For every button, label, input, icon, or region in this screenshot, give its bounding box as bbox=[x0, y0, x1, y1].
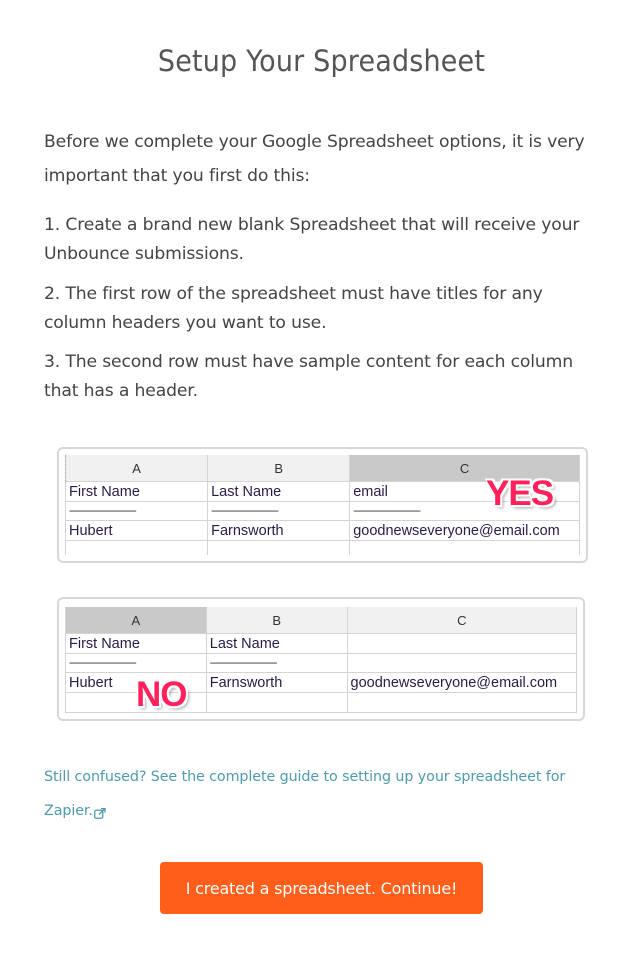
table-row bbox=[66, 634, 577, 654]
guide-link-text: Still confused? See the complete guide to setting up your spreadsheet for Zapier. bbox=[44, 769, 566, 819]
cell: --------------------------- bbox=[350, 502, 580, 521]
cell: First Name bbox=[66, 634, 207, 654]
cell: --------------------------- bbox=[208, 502, 350, 521]
cell: --------------------------- bbox=[66, 502, 208, 521]
page-title: Setup Your Spreadsheet bbox=[157, 44, 486, 78]
spreadsheet-guide-link[interactable] bbox=[44, 760, 604, 832]
column-header-c: C bbox=[347, 607, 576, 634]
external-link-icon bbox=[94, 798, 106, 832]
column-header-b: B bbox=[206, 607, 347, 634]
cell: email bbox=[350, 482, 580, 502]
cell: Farnsworth bbox=[206, 673, 347, 693]
cell bbox=[350, 541, 580, 556]
cell: First Name bbox=[66, 482, 208, 502]
cell bbox=[347, 634, 576, 654]
table-row bbox=[66, 521, 580, 541]
cell: Last Name bbox=[206, 634, 347, 654]
cell bbox=[206, 693, 347, 713]
cell: goodnewseveryone@email.com bbox=[350, 521, 580, 541]
no-badge: NO bbox=[136, 675, 187, 714]
cell: Farnsworth bbox=[208, 521, 350, 541]
cell: --------------------------- bbox=[206, 654, 347, 673]
yes-badge: YES bbox=[486, 474, 554, 513]
step-1-text: 1. Create a brand new blank Spreadsheet that will receive your Unbounce submissions. bbox=[44, 215, 580, 264]
cell: Hubert bbox=[66, 673, 207, 693]
cell bbox=[66, 541, 208, 556]
cell bbox=[347, 693, 576, 713]
intro-text: Before we complete your Google Spreadsheet options, it is very important that you first do this: bbox=[44, 132, 585, 186]
row-header-edge bbox=[65, 455, 68, 483]
column-header-b: B bbox=[208, 455, 350, 482]
cell bbox=[208, 541, 350, 556]
step-3-text: 3. The second row must have sample content for each column that has a header. bbox=[44, 352, 574, 401]
table-row bbox=[66, 541, 580, 556]
cell: goodnewseveryone@email.com bbox=[347, 673, 576, 693]
column-header-a: A bbox=[66, 455, 208, 482]
column-header-c-selected: C bbox=[350, 455, 580, 482]
table-row bbox=[66, 654, 577, 673]
column-header-a-selected: A bbox=[66, 607, 207, 634]
step-2-text: 2. The first row of the spreadsheet must have titles for any column headers you want to use. bbox=[44, 284, 543, 333]
continue-button[interactable]: I created a spreadsheet. Continue! bbox=[160, 862, 483, 914]
cell: Last Name bbox=[208, 482, 350, 502]
cell: --------------------------- bbox=[66, 654, 207, 673]
cell: Hubert bbox=[66, 521, 208, 541]
cell bbox=[347, 654, 576, 673]
